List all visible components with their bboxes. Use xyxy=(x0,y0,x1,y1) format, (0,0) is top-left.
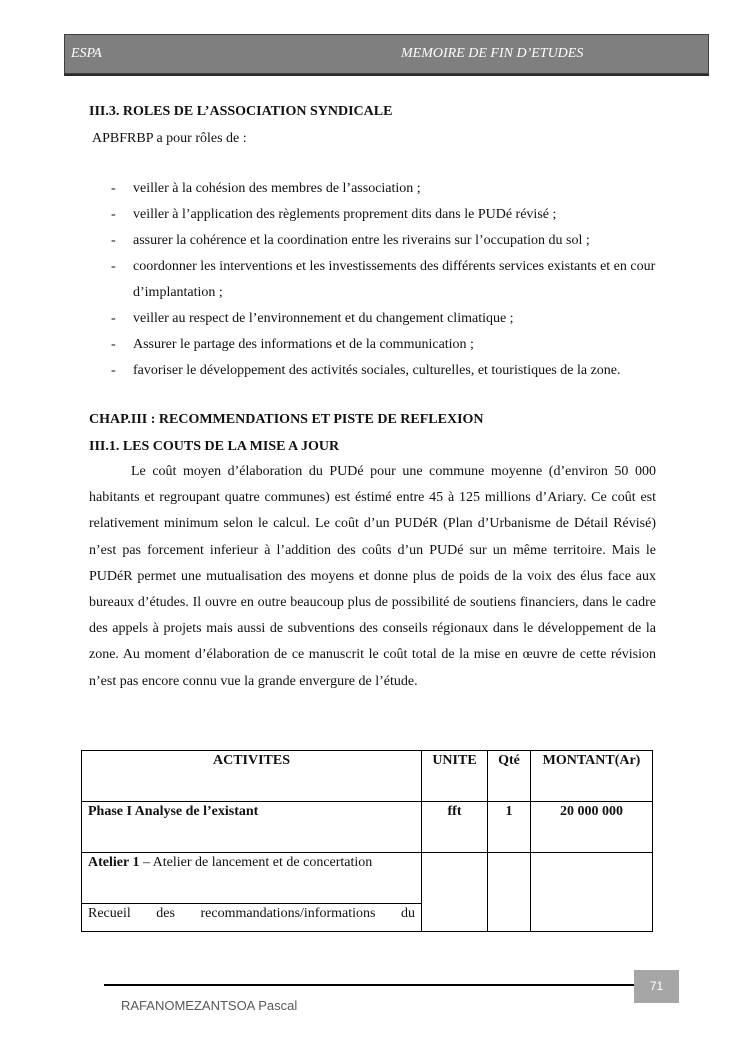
list-item xyxy=(100,306,680,332)
recueil-word: des xyxy=(156,906,175,921)
recueil-label xyxy=(82,904,422,932)
atelier-unite-cell xyxy=(422,853,488,932)
bullet-dash: - xyxy=(111,337,116,352)
section-title-roles: III.3. ROLES DE L’ASSOCIATION SYNDICALE xyxy=(89,104,393,119)
header-unite: UNITE xyxy=(422,751,488,802)
table-header-row xyxy=(82,751,653,802)
bullet-dash: - xyxy=(111,181,116,196)
list-item xyxy=(100,202,680,228)
list-item xyxy=(100,176,680,202)
header-activites: ACTIVITES xyxy=(82,751,422,802)
list-item-text: assurer la cohérence et la coordination entre les riverains sur l’occupation du sol ; xyxy=(133,233,590,248)
costs-table xyxy=(81,750,653,932)
section-title-costs: III.1. LES COUTS DE LA MISE A JOUR xyxy=(89,439,340,454)
recueil-word: du xyxy=(401,906,415,921)
recueil-word: Recueil xyxy=(88,906,131,921)
bullet-dash: - xyxy=(111,363,116,378)
list-item-text: coordonner les interventions et les investissements des différents services existants et en cour d’implantation ; xyxy=(133,259,656,300)
footer-divider xyxy=(104,984,635,986)
phase1-label: Phase I Analyse de l’existant xyxy=(82,802,422,853)
header-document-type: MEMOIRE DE FIN D’ETUDES xyxy=(401,46,584,61)
page-header xyxy=(64,34,709,74)
bullet-dash: - xyxy=(111,259,116,274)
list-item-text: veiller au respect de l’environnement et du changement climatique ; xyxy=(133,311,514,326)
atelier-qte-cell xyxy=(488,853,531,932)
header-school: ESPA xyxy=(71,46,102,61)
list-item-text: veiller à la cohésion des membres de l’association ; xyxy=(133,181,421,196)
list-item xyxy=(100,358,680,384)
header-qte: Qté xyxy=(488,751,531,802)
atelier1-rest: – Atelier de lancement et de concertation xyxy=(139,855,373,870)
costs-paragraph: Le coût moyen d’élaboration du PUDé pour une commune moyenne (d’environ 50 000 habitants et regroupant quatre communes) est éstimé entre 45 à 125 millions d’Ariary. Ce coût est relativement minimum selon le calcul. Le coût d’un PUDéR (Plan d’Urbanisme de Détail Révisé) n’est pas forcement inferieur à l’addition des coûts d’un PUDé sur un même territoire. Mais le PUDéR permet une mutualisation des moyens et donne plus de poids de la voix des élus face aux bureaux d’études. Il ouvre en outre beaucoup plus de possibilité de soutiens financiers, dans le cadre des appels à projets mais aussi de subventions des conseils régionaux dans le développement de la zone. Au moment d’élaboration de ce manuscrit le coût total de la mise en œuvre de cette révision n’est pas encore connu vue la grande envergure de l’étude. xyxy=(89,464,656,689)
roles-intro: APBFRBP a pour rôles de : xyxy=(92,131,247,146)
footer-author: RAFANOMEZANTSOA Pascal xyxy=(121,998,298,1013)
list-item xyxy=(100,254,680,306)
atelier-montant-cell xyxy=(531,853,653,932)
list-item-text: Assurer le partage des informations et de la communication ; xyxy=(133,337,474,352)
chapter-title: CHAP.III : RECOMMENDATIONS ET PISTE DE REFLEXION xyxy=(89,412,484,427)
list-item-text: favoriser le développement des activités sociales, culturelles, et touristiques de la zone. xyxy=(133,363,621,378)
table-row xyxy=(82,853,653,904)
phase1-unite: fft xyxy=(422,802,488,853)
list-item-text: veiller à l’application des règlements proprement dits dans le PUDé révisé ; xyxy=(133,207,557,222)
page-number: 71 xyxy=(634,970,679,1003)
atelier1-bold: Atelier 1 xyxy=(88,855,140,870)
list-item xyxy=(100,228,680,254)
bullet-dash: - xyxy=(111,207,116,222)
roles-list xyxy=(100,176,680,384)
list-item xyxy=(100,332,680,358)
recueil-word: recommandations/informations xyxy=(200,906,376,921)
phase1-montant: 20 000 000 xyxy=(531,802,653,853)
bullet-dash: - xyxy=(111,233,116,248)
atelier1-label xyxy=(82,853,422,904)
phase1-qte: 1 xyxy=(488,802,531,853)
header-montant: MONTANT(Ar) xyxy=(531,751,653,802)
bullet-dash: - xyxy=(111,311,116,326)
table-row xyxy=(82,802,653,853)
